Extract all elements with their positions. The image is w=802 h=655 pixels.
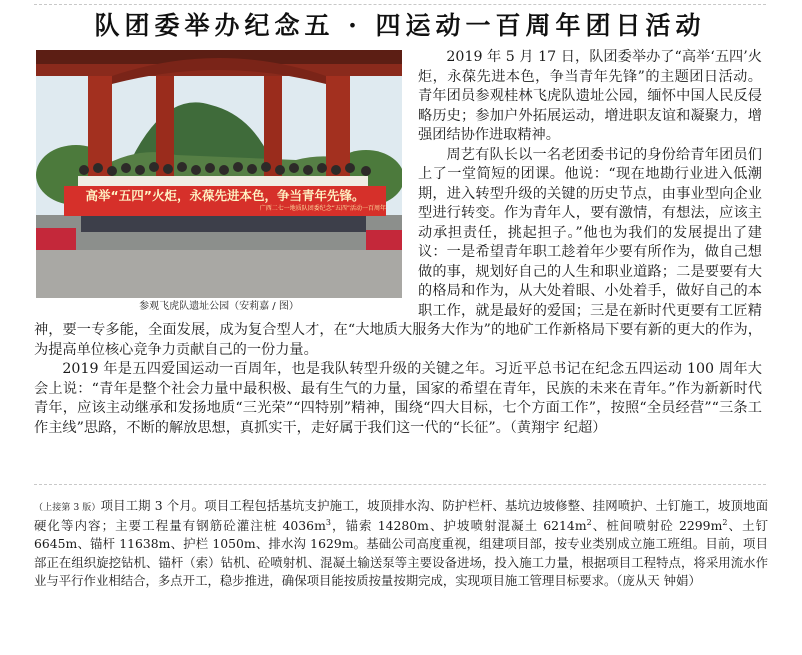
continued-text-4: 、土钉 6645m、锚杆 11638m、护栏 1050m、排水沟 1629m。基础公司高度重视，组建项目部，按专业类别成立施工班组。目前，项目部正在组织旋挖钻机、锚杆（索）钻机、砼喷射机、混凝土输送泵等主要设备进场，投入施工力量，根据项目工程特点，将采用流水作业与平行作业相结合，多点开工，稳步推进，确保项目能按质按量按期完成，实现项目施工管理目标要求。（庞从天 钟娟） (34, 518, 768, 588)
section-divider (34, 484, 766, 485)
paragraph-3: 2019 年是五四爱国运动一百周年，也是我队转型升级的关键之年。习近平总书记在纪念五四运动 100 周年大会上说：“青年是整个社会力量中最积极、最有生气的力量，国家的希望在青年，民族的未来在青年。”作为新新时代青年，应该主动继承和发扬地质“三光荣”“四特别”精神，围绕“四大目标，七个方面工作”，按照“全员经营”“三条工作主线”思路，不断的解放思想，真抓实干，走好属于我们这一代的“长征”。（黄翔宇 纪超） (34, 361, 762, 436)
article-body (34, 48, 762, 438)
article-headline: 队团委举办纪念五 · 四运动一百周年团日活动 (94, 11, 706, 40)
banner-subtext: 广西二七一地质队团委纪念“五四”活动一百周年 (259, 205, 386, 212)
continued-text-2: ，锚索 14280m、护坡喷射混凝土 6214m (330, 518, 587, 534)
unit-superscript-1: 3 (325, 518, 331, 528)
top-divider (34, 4, 766, 5)
group-photo-illustration (36, 50, 402, 298)
continued-text-3: 、桩间喷射砼 2299m (591, 518, 723, 534)
banner-text: 高举“五四”火炬，永葆先进本色，争当青年先锋。 (85, 188, 365, 203)
group-photo (36, 50, 402, 298)
paragraph-1: 2019 年 5 月 17 日，队团委举办了“高举‘五四’火炬，永葆先进本色，争当青年先锋”的主题团日活动。青年团员参观桂林飞虎队遗址公园，缅怀中国人民反侵略历史；参加户外拓展运动，增进职友谊和凝聚力，增强团结协作进取精神。 (418, 49, 762, 143)
photo-caption: 参观飞虎队遗址公园（安莉嘉 / 图） (139, 301, 299, 312)
continued-article (34, 497, 768, 590)
unit-superscript-3: 2 (722, 518, 728, 528)
continued-text-1: 项目工期 3 个月。项目工程包括基坑支护施工，坡顶排水沟、防护栏杆、基坑边坡修整、挂网喷护、土钉施工，坡顶地面硬化等内容；主要工程量有钢筋砼灌注桩 4036m (34, 498, 768, 534)
continued-reference: （上接第 3 版） (34, 503, 101, 513)
paragraph-2: 周艺有队长以一名老团委书记的身份给青年团员们上了一堂简短的团课。他说：“现在地勘行业进入低潮期，进入转型升级的关键的历史节点，由事业型向企业型进行转变。作为青年人，要有激情，有想法，应该主动承担责任，挑起担子。”他也为我们的发展提出了建议：一是希望青年职工趁着年少要有所作为，做自己想做的事，规划好自己的人生和职业道路；二是要要有大的格局和作为，从大处着眼、小处着手，做好自己的本职工作，就是最好的爱国；三是在新时代更要有工匠精神，要一专多能，全面发展，成为复合型人才，在“大地质大服务大作为”的地矿工作新格局下要有新的更大的作为，为提高单位核心竞争力贡献自己的一份力量。 (34, 146, 762, 358)
unit-superscript-2: 2 (586, 518, 592, 528)
photo-block (36, 50, 402, 315)
